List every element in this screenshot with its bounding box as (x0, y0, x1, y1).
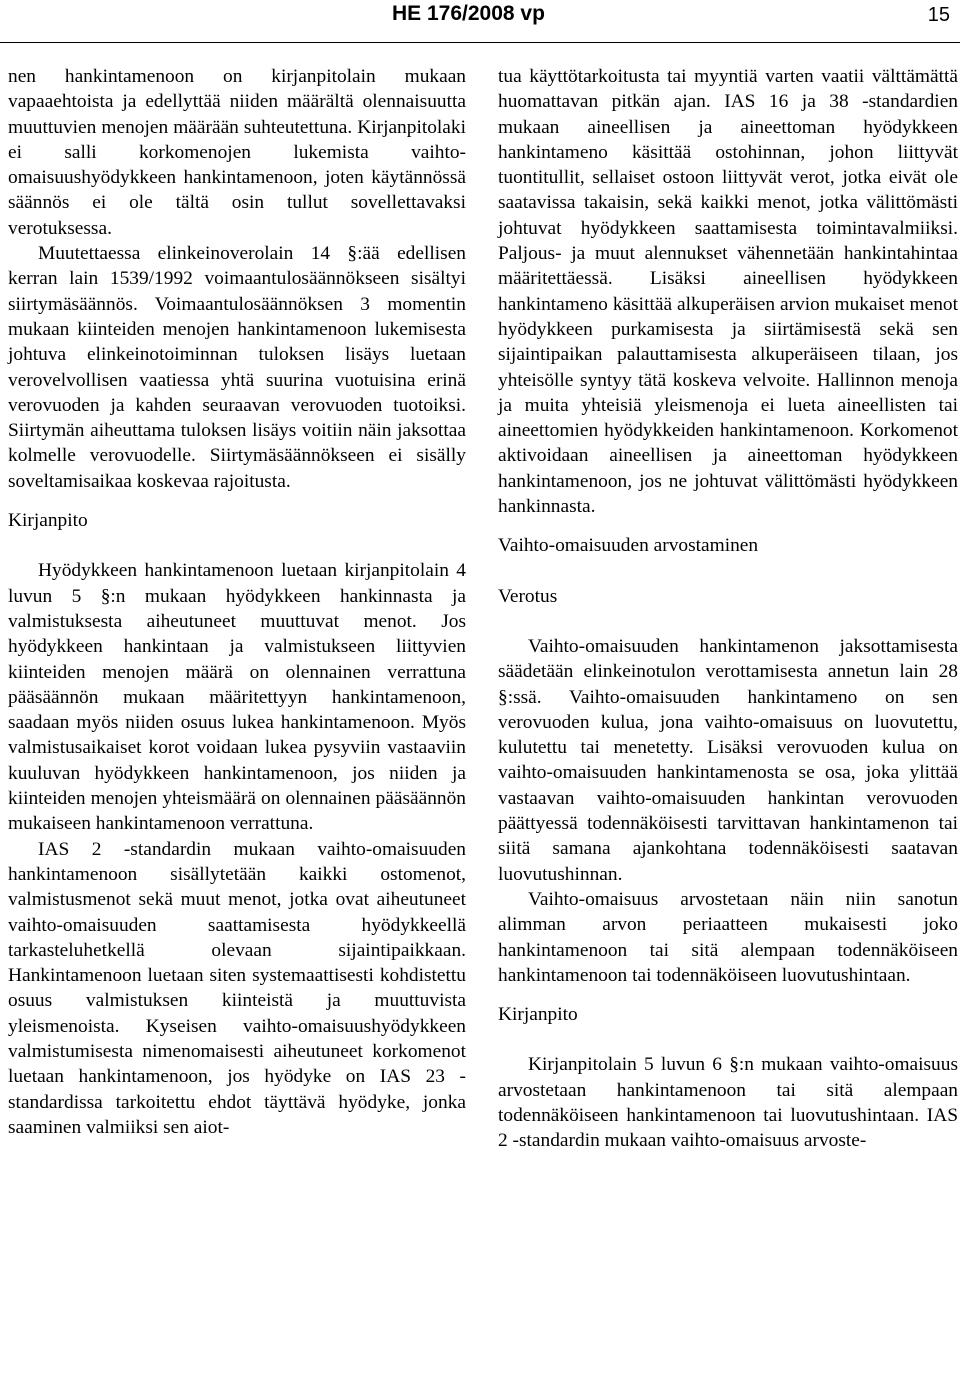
subsection-heading: Kirjanpito (498, 1004, 578, 1026)
paragraph: Muutettaessa elinkeinoverolain 14 §:ää edellisen kerran lain 1539/1992 voimaantulosäännökseen sisältyi siirtymäsäännös. Voimaantulosäännöksen 3 momentin mukaan kiinteiden menojen hankintamenoon lukemisesta johtuva elinkeinotoiminnan tuloksen lisäys luetaan verovelvollisen vaatiessa yhtä suurina vuotuisina erinä verovuoden ja kahden seuraavan verovuoden tuotoiksi. Siirtymän aiheuttama tuloksen lisäys voitiin näin jaksottaa kolmelle verovuodelle. Siirtymäsäännökseen ei sisälly soveltamisaikaa koskevaa rajoitusta. (8, 243, 466, 492)
page-number: 15 (927, 4, 950, 26)
right-column (498, 64, 958, 1154)
section-heading: Kirjanpito (8, 510, 88, 532)
section-heading: Vaihto-omaisuuden arvostaminen (498, 535, 759, 557)
subsection-heading: Verotus (498, 585, 558, 607)
header-rule (0, 42, 960, 43)
paragraph: Hyödykkeen hankintamenoon luetaan kirjanpitolain 4 luvun 5 §:n mukaan hyödykkeen hankinnasta ja valmistuksesta aiheutuneet muuttuvat menot. Jos hyödykkeen hankintaan ja valmistukseen liittyvien kiinteiden menojen määrä on olennainen verrattuna pääsäännön mukaan määritettyyn hankintamenoon, saadaan myös niiden osuus lukea hankintamenoon. Myös valmistusaikaiset korot voidaan lukea pysyviin vastaaviin kuuluvan hyödykkeen hankintamenoon, jos niiden ja kiinteiden menojen yhteismäärä on olennainen pääsäännön mukaiseen hankintamenoon verrattuna. (8, 560, 466, 835)
paragraph: nen hankintamenoon on kirjanpitolain mukaan vapaaehtoista ja edellyttää niiden määrältä olennaisuutta muuttuvien menojen määrään suhteutettuna. Kirjanpitolaki ei salli korkomenojen lukemista vaihto-omaisuushyödykkeen hankintamenoon, joten käytännössä säännös ei ole tältä osin tullut sovellettavaksi verotuksessa. (8, 66, 466, 239)
left-column (8, 64, 466, 1140)
paragraph: IAS 2 -standardin mukaan vaihto-omaisuuden hankintamenoon sisällytetään kaikki ostomenot, valmistusmenot sekä muut menot, jotka ovat aiheutuneet vaihto-omaisuuden saattamisesta hyödykkeellä tarkasteluhetkellä olevaan sijaintipaikkaan. Hankintamenoon luetaan siten systemaattisesti kohdistettu osuus valmistuksen kiinteistä ja muuttuvista yleismenoista. Kyseisen vaihto-omaisuushyödykkeen valmistumisesta nimenomaisesti aiheutuneet korkomenot luetaan hankintamenoon, jos hyödyke on IAS 23 -standardissa tarkoitettu ehdot täyttävä hyödyke, jonka saaminen valmiiksi sen aiot- (8, 838, 466, 1138)
paragraph: Vaihto-omaisuus arvostetaan näin niin sanotun alimman arvon periaatteen mukaisesti joko hankintamenoon tai sitä alempaan todennäköiseen hankintamenoon tai todennäköiseen luovutushintaan. (498, 888, 958, 986)
paragraph: tua käyttötarkoitusta tai myyntiä varten vaatii välttämättä huomattavan pitkän ajan. IAS 16 ja 38 -standardien mukaan aineellisen ja aineettoman hyödykkeen hankintameno käsittää ostohinnan, johon liittyvät tuontitullit, sellaiset ostoon liittyvät verot, jotka eivät ole saatavissa takaisin, sekä kaikki menot, jotka välittömästi johtuvat hyödykkeen saattamisesta toimintavalmiiksi. Paljous- ja muut alennukset vähennetään hankintahintaa määritettäessä. Lisäksi aineellisen hyödykkeen hankintameno käsittää alkuperäisen arvion mukaiset menot hyödykkeen purkamisesta ja siirtämisestä sekä sen sijaintipaikan palauttamisesta alkuperäiseen tilaan, jos yhteisölle syntyy tätä koskeva velvoite. Hallinnon menoja ja muita yhteisiä yleismenoja ei lueta aineellisten tai aineettomien hyödykkeiden hankintamenoon. Korkomenot aktivoidaan aineellisen ja aineettoman hyödykkeen hankintamenoon, jos ne johtuvat välittömästi hyödykkeen hankinnasta. (498, 66, 958, 518)
page-header (0, 0, 960, 44)
paragraph: Vaihto-omaisuuden hankintamenon jaksottamisesta säädetään elinkeinotulon verottamisesta annetun lain 28 §:ssä. Vaihto-omaisuuden hankintameno on sen verovuoden kulua, jona vaihto-omaisuus on luovutettu, kulutettu tai menetetty. Lisäksi verovuoden kulua on vaihto-omaisuuden hankintamenosta se osa, joka ylittää vastaavan vaihto-omaisuuden hankintan verovuoden päättyessä todennäköisesti tarvittavan hankintamenon tai siitä samana ajankohtana todennäköisesti saatavan luovutushinnan. (498, 635, 958, 885)
document-id: HE 176/2008 vp (392, 2, 545, 25)
paragraph: Kirjanpitolain 5 luvun 6 §:n mukaan vaihto-omaisuus arvostetaan hankintamenoon tai sitä alempaan todennäköiseen hankintamenoon tai luovutushintaan. IAS 2 -standardin mukaan vaihto-omaisuus arvoste- (498, 1054, 958, 1152)
